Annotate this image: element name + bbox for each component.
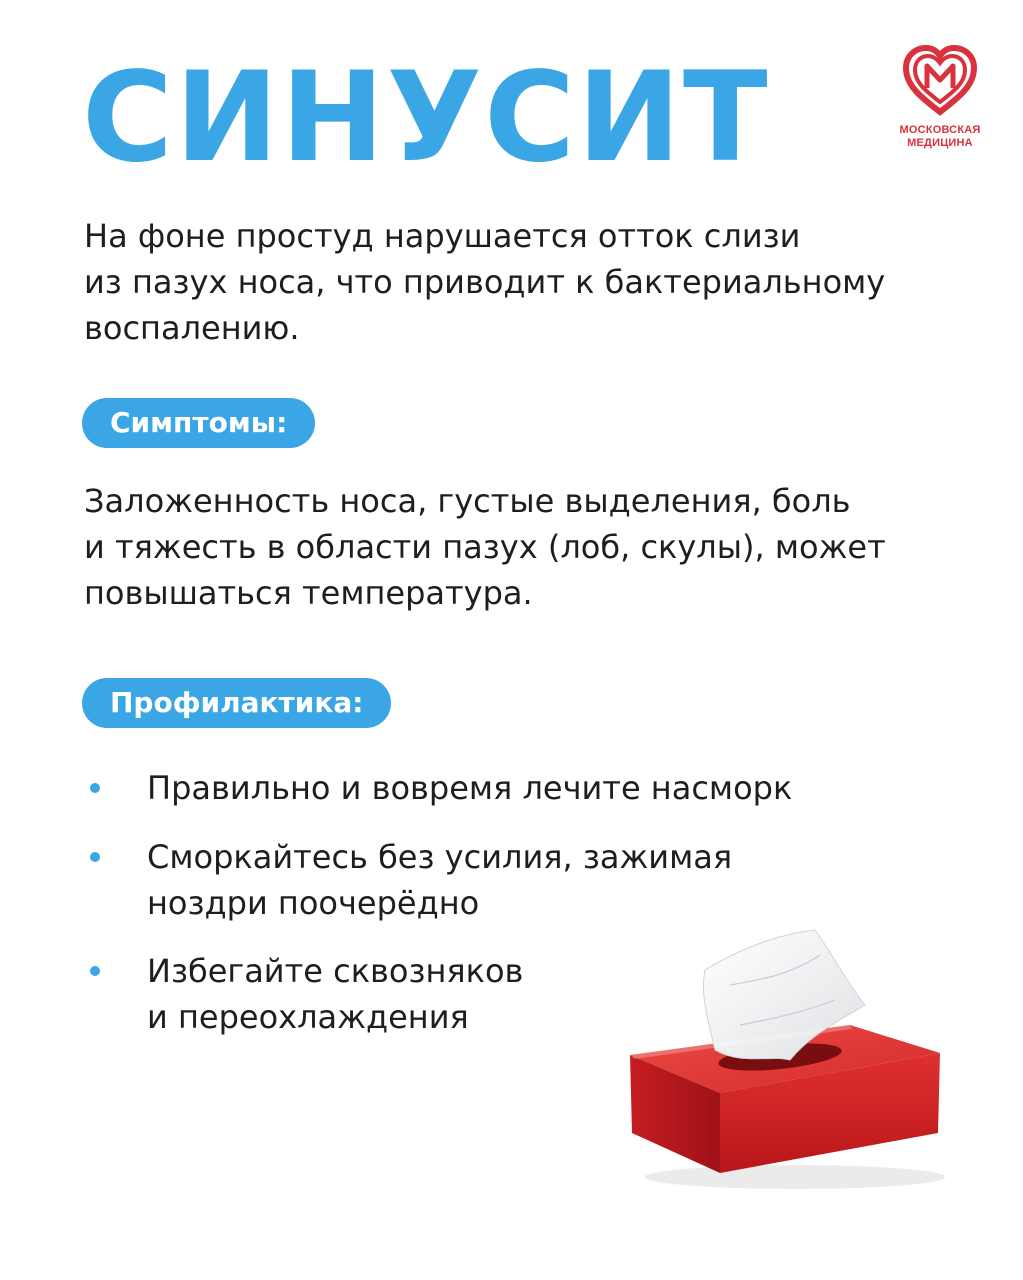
prevention-item-1: Правильно и вовремя лечите насморк [147, 769, 793, 807]
intro-line: воспалению. [84, 309, 300, 347]
brand-logo [892, 42, 988, 154]
symptoms-line: повышаться температура. [84, 574, 533, 612]
prevention-heading: Профилактика: [82, 678, 391, 728]
tissue-box-icon [620, 925, 950, 1195]
brand-line-1: МОСКОВСКАЯ [899, 124, 981, 136]
symptoms-line: Заложенность носа, густые выделения, боль [84, 482, 851, 520]
brand-logo-icon [900, 42, 980, 118]
bullet-dot [90, 783, 100, 793]
bullet-dot [90, 966, 100, 976]
symptoms-paragraph [84, 478, 984, 616]
bullet-dot [90, 852, 100, 862]
brand-line-2: МЕДИЦИНА [907, 137, 973, 149]
intro-line: На фоне простуд нарушается отток слизи [84, 217, 801, 255]
intro-paragraph [84, 213, 984, 351]
intro-line: из пазух носа, что приводит к бактериальному [84, 263, 886, 301]
symptoms-heading: Симптомы: [82, 398, 315, 448]
prevention-item-3-line-2: и переохлаждения [147, 998, 469, 1036]
prevention-item-2-line-1: Сморкайтесь без усилия, зажимая [147, 838, 733, 876]
symptoms-line: и тяжесть в области пазух (лоб, скулы), может [84, 528, 886, 566]
prevention-item-2-line-2: ноздри поочерёдно [147, 884, 480, 922]
prevention-item-3-line-1: Избегайте сквозняков [147, 952, 524, 990]
page-title: СИНУСИТ [82, 46, 770, 190]
